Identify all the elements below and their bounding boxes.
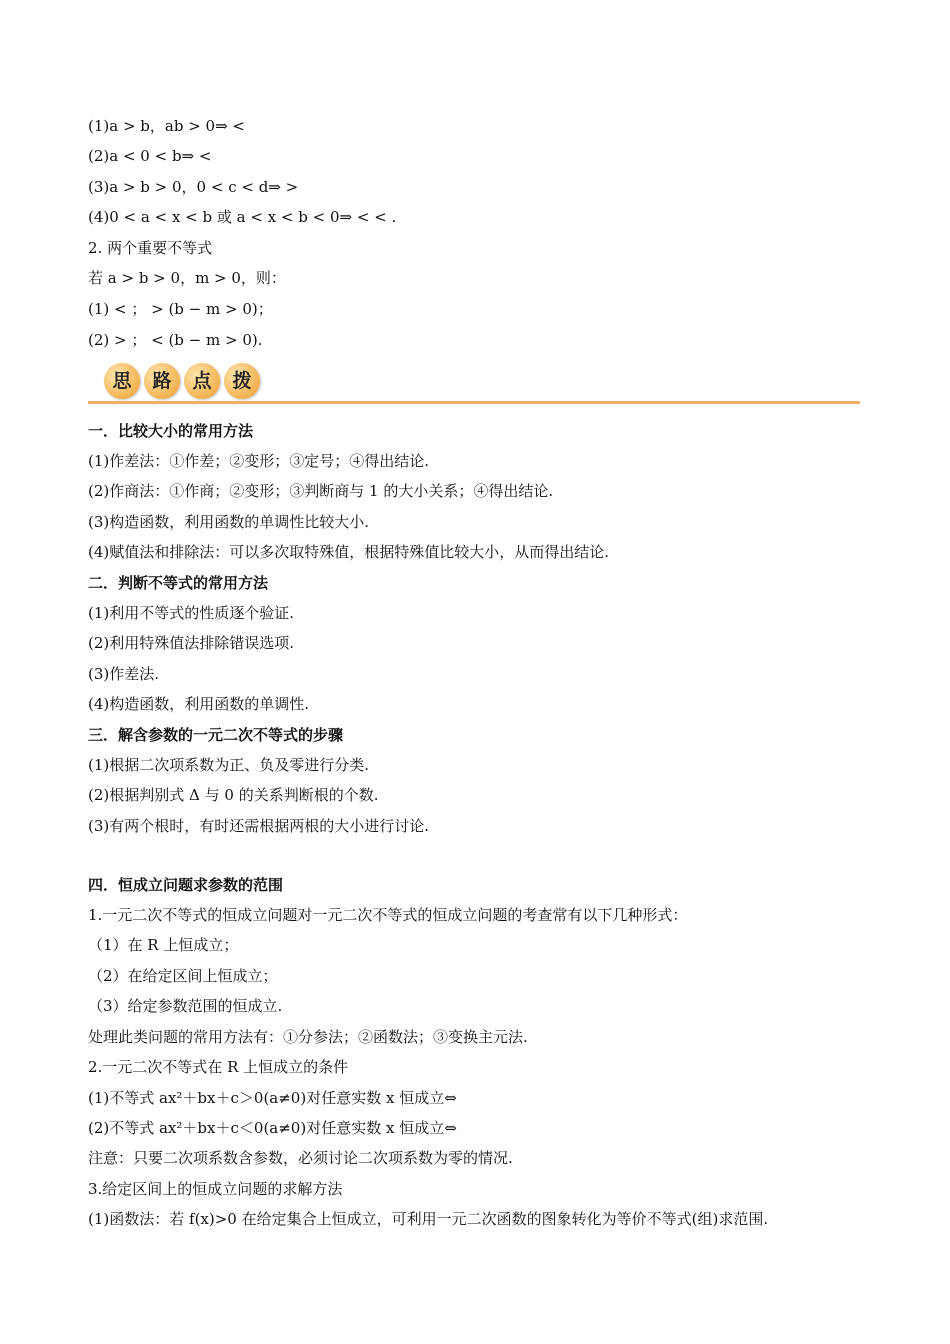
section-4-line-8: (2)不等式 ax²＋bx＋c＜0(a≠0)对任意实数 x 恒成立⇔ xyxy=(88,1119,457,1137)
section-2-title: 二．判断不等式的常用方法 xyxy=(88,574,269,592)
section-1-item-3: (3)构造函数，利用函数的单调性比较大小. xyxy=(88,513,370,531)
section-2-item-3: (3)作差法. xyxy=(88,665,160,683)
section-2-item-1: (1)利用不等式的性质逐个验证. xyxy=(88,604,295,622)
property-line-2: (2)a < 0 < b⇒ < xyxy=(88,147,212,165)
section-1-item-1: (1)作差法：①作差；②变形；③定号；④得出结论. xyxy=(88,452,430,470)
section-3-title: 三．解含参数的一元二次不等式的步骤 xyxy=(88,726,344,744)
section-1-item-4: (4)赋值法和排除法：可以多次取特殊值，根据特殊值比较大小，从而得出结论. xyxy=(88,543,610,561)
section-3-item-2: (2)根据判别式 Δ 与 0 的关系判断根的个数. xyxy=(88,786,379,804)
property-line-1: (1)a > b，ab > 0⇒ < xyxy=(88,117,245,135)
section-4-line-11: (1)函数法：若 f(x)>0 在给定集合上恒成立，可利用一元二次函数的图象转化为等价不等式(组)求范围. xyxy=(88,1210,769,1228)
section-3-item-3: (3)有两个根时，有时还需根据两根的大小进行讨论. xyxy=(88,817,430,835)
section-1-item-2: (2)作商法：①作商；②变形；③判断商与 1 的大小关系；④得出结论. xyxy=(88,482,554,500)
section-banner xyxy=(88,360,860,406)
subheading-two-inequalities: 2. 两个重要不等式 xyxy=(88,239,213,257)
condition-line: 若 a > b > 0，m > 0，则： xyxy=(88,269,286,287)
property-line-3: (3)a > b > 0，0 < c < d⇒ > xyxy=(88,178,299,196)
section-4-line-3: （2）在给定区间上恒成立； xyxy=(88,967,278,985)
section-4-line-5: 处理此类问题的常用方法有：①分参法；②函数法；③变换主元法. xyxy=(88,1028,528,1046)
property-line-4: (4)0 < a < x < b 或 a < x < b < 0⇒ < < . xyxy=(88,208,397,226)
banner-char-4: 拨 xyxy=(224,363,260,399)
section-4-line-6: 2.一元二次不等式在 R 上恒成立的条件 xyxy=(88,1058,349,1076)
section-4-line-10: 3.给定区间上的恒成立问题的求解方法 xyxy=(88,1180,343,1198)
banner-char-3: 点 xyxy=(184,363,220,399)
section-2-item-2: (2)利用特殊值法排除错误选项. xyxy=(88,634,295,652)
section-3-item-1: (1)根据二次项系数为正、负及零进行分类. xyxy=(88,756,370,774)
section-4-line-2: （1）在 R 上恒成立； xyxy=(88,936,239,954)
banner-char-2: 路 xyxy=(144,363,180,399)
banner-char-1: 思 xyxy=(104,363,140,399)
section-4-line-9: 注意：只要二次项系数含参数，必须讨论二次项系数为零的情况. xyxy=(88,1149,513,1167)
banner-divider xyxy=(88,401,860,404)
section-4-line-1: 1.一元二次不等式的恒成立问题对一元二次不等式的恒成立问题的考查常有以下几种形式： xyxy=(88,906,688,924)
section-4-title: 四．恒成立问题求参数的范围 xyxy=(88,876,284,894)
inequality-line-2: (2) > ； < (b − m > 0). xyxy=(88,331,263,349)
section-4-line-4: （3）给定参数范围的恒成立. xyxy=(88,997,283,1015)
section-4-line-7: (1)不等式 ax²＋bx＋c＞0(a≠0)对任意实数 x 恒成立⇔ xyxy=(88,1089,457,1107)
section-2-item-4: (4)构造函数，利用函数的单调性. xyxy=(88,695,310,713)
section-1-title: 一．比较大小的常用方法 xyxy=(88,422,254,440)
inequality-line-1: (1) < ； > (b − m > 0)； xyxy=(88,300,273,318)
